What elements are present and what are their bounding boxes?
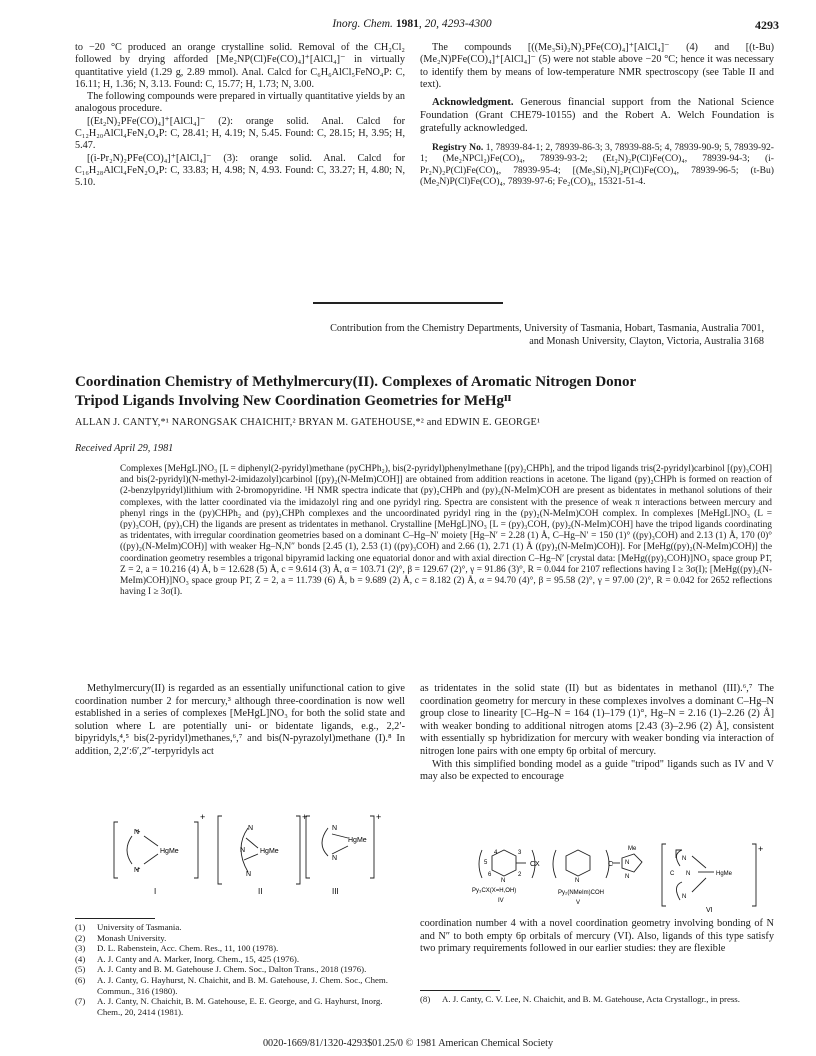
contribution-line-1: Contribution from the Chemistry Departments, University of Tasmania, Hobart, Tasmania, Australia 7001, — [330, 323, 764, 334]
registry-heading: Registry No. — [432, 141, 484, 153]
scheme-cx-label: C — [670, 871, 675, 877]
intro-paragraph: Methylmercury(II) is regarded as an essentially unifunctional cation to give coordination number 2 for mercury,³ although three-coordination is now well established in a series of complexes [MeHgL]NO₃ for both the solid state and solution where L are potentially uni- or bidentate ligands, e.g., 2,2′-bipyridyls,⁴,⁵ bis(2-pyridyl)methanes,⁶,⁷ and bis(N-pyrazolyl)methane (I).⁸ In addition, 2,2′:6′,2″-terpyridyls act — [75, 683, 405, 757]
intro-right-column — [420, 683, 774, 784]
prev-para: The following compounds were prepared in virtually quantitative yields by an analogous procedure. — [75, 91, 405, 115]
abstract: Complexes [MeHgL]NO₃ [L = diphenyl(2-pyridyl)methane (pyCHPh₂), bis(2-pyridyl)phenylmethane [(py)₂CHPh], and the tripod ligands tris(2-pyridyl)carbinol [(py)₃COH] and bis(2-pyridyl)(N-methyl-2-imidazolyl)carbinol [(py)₂(N-MeIm)COH]] are obtained from addition reactions in acetone. The ligand (py)₂CHPh is formed on reaction of (2-benzylpyridyl)lithium with 2-bromopyridine. ¹H NMR spectra indicate that (py)₂CHPh and (py)₂(N-MeIm)COH are present as bidentates in methanol solutions of their complexes, with the latter coordinated via the imidazolyl ring and one pyridyl ring. Spectra are consistent with the presence of weak π interactions between mercury and phenyl rings in the (py)CHPh₂ and (py)₂CHPh complexes and the uncoordinated pyridyl ring in the (py)₂(N-MeIm)COH complex. In complexes [MeHgL]NO₃ (L = (py)₃COH, (py)₃CH) the ligands are present as tridentates in methanol. Crystalline [MeHgL]NO₃ [L = (py)₃COH, (py)₂(N-MeIm)COH] have the tripod ligands coordinating as tridentates, with irregular coordination geometries based on a dominant C–Hg–N′ moiety [Hg–N′ = 2.28 (1) Å, C–Hg–N′ = 150 (1)° ((py)₃COH) and 2.13 (1) Å, 170 (0)° ((py)₂(N-MeIm)COH)] with weaker Hg–N,N″ bonds [2.45 (1), 2.53 (1) ((py)₃COH) and 2.66 (1), 2.71 (1) Å ((py)₂(N-MeIm)COH)]. For [MeHg((py)₂(N-MeIm)COH)] the coordination geometry resembles a trigonal bipyramid lacking one equatorial donor and with axial direction C–Hg–N′ [crystal data: [MeHg((py)₃COH)]NO₃ space group P1̄, Z = 2, a = 10.216 (4) Å, b = 12.628 (5) Å, c = 9.614 (3) Å, α = 103.71 (2)°, β = 129.67 (2)°, γ = 91.86 (3)°, R = 0.044 for 2107 reflections having I ≥ 3σ(I); [MeHg((py)₂(N-MeIm)COH)]NO₃ space group P1̄, Z = 2, a = 11.739 (6) Å, b = 9.689 (2) Å, c = 8.182 (2) Å, α = 94.70 (4)°, β = 95.58 (2)°, γ = 97.00 (2)°, R = 0.042 for 2652 reflections having I ≥ 3σ(I). — [120, 464, 772, 598]
journal-name: Inorg. Chem. — [332, 18, 393, 30]
scheme-charge: + — [758, 844, 764, 854]
scheme-n-label: N — [240, 847, 246, 854]
scheme-n-label: N — [682, 894, 687, 900]
footnote-number: (5) — [75, 964, 86, 975]
footnote-text: University of Tasmania. — [97, 922, 182, 932]
footnote-number: (7) — [75, 996, 86, 1007]
article-divider — [313, 302, 503, 304]
scheme-c-label: C — [608, 861, 614, 868]
intro-right-continued — [420, 918, 774, 956]
acknowledgment — [420, 97, 774, 135]
ring-number: 5 — [484, 860, 488, 866]
footnote-number: (8) — [420, 994, 431, 1004]
footnote-text: A. J. Canty, G. Hayhurst, N. Chaichit, and B. M. Gatehouse, J. Chem. Soc., Chem. Commun., 316 (1980). — [97, 974, 388, 996]
footnote-number: (1) — [75, 922, 86, 932]
structure-label-vi: VI — [706, 907, 713, 914]
scheme-n-label: N — [134, 829, 140, 836]
ring-number: 2 — [518, 872, 522, 878]
footnote-text: A. J. Canty, N. Chaichit, B. M. Gatehouse, E. E. George, and G. Hayhurst, Inorg. Chem., 20, 2414 (1981). — [97, 996, 383, 1017]
footnote-text: A. J. Canty, C. V. Lee, N. Chaichit, and B. M. Gatehouse, Acta Crystallogr., in press. — [442, 994, 740, 1004]
footnote-item — [75, 943, 405, 954]
footnote-item — [75, 922, 405, 933]
footnote-item — [75, 954, 405, 965]
footnotes-right — [420, 994, 774, 1005]
scheme-hgme-label: HgMe — [716, 871, 733, 877]
received-date: Received April 29, 1981 — [75, 443, 174, 454]
journal-year: 1981 — [395, 18, 419, 30]
structure-label-iv: IV — [498, 898, 504, 904]
registry-numbers — [420, 142, 774, 188]
footnote-rule — [420, 990, 500, 991]
journal-pages: 4293-4300 — [441, 18, 492, 30]
structure-label-v: V — [576, 900, 581, 906]
structure-caption-iv: Py₃CX(X=H,OH) — [472, 888, 517, 894]
scheme-n-label: N — [682, 856, 687, 862]
running-header: Inorg. Chem. 1981, 20, 4293-4300 — [332, 18, 492, 30]
intro-paragraph: With this simplified bonding model as a guide "tripod" ligands such as IV and V may also be expected to encourage — [420, 758, 774, 783]
scheme-charge: + — [376, 812, 382, 822]
scheme-n-label: N — [332, 855, 338, 862]
scheme-n-label: N — [575, 878, 580, 884]
footnote-text: D. L. Rabenstein, Acc. Chem. Res., 11, 100 (1978). — [97, 943, 279, 954]
structures-i-ii-iii — [110, 808, 380, 896]
structure-label-ii: II — [258, 887, 263, 896]
footnote-text: A. J. Canty and B. M. Gatehouse J. Chem. Soc., Dalton Trans., 2018 (1976). — [97, 964, 367, 975]
footnote-number: (4) — [75, 953, 86, 964]
footnote-item — [75, 964, 405, 975]
scheme-n-label: N — [501, 878, 506, 884]
footnote-number: (2) — [75, 932, 86, 943]
registry-text: 1, 78939-84-1; 2, 78939-86-3; 3, 78939-88-5; 4, 78939-90-9; 5, 78939-92-1; (Me₂NPCl₂)Fe(CO)₄, 78939-93-2; (Et₂N)₂P(Cl)Fe(CO)₄, 78939-94-3; (i-Pr₂N)₂P(Cl)Fe(CO)₄, 78939-95-4; [(Me₃Si)₂N]₂P(Cl)Fe(CO)₄, 78939-96-5; (t-Bu)(Me₂N)P(Cl)Fe(CO)₄, 78939-97-6; Fe₂(CO)₉, 15321-51-4. — [420, 141, 774, 188]
title-line-2: Tripod Ligands Involving New Coordination Geometries for MeHgᴵᴵ — [75, 393, 512, 409]
structure-label-i: I — [154, 887, 157, 896]
acknowledgment-heading: Acknowledgment. — [432, 97, 514, 109]
title-line-1: Coordination Chemistry of Methylmercury(II). Complexes of Aromatic Nitrogen Donor — [75, 374, 637, 390]
prev-article-left — [75, 42, 405, 190]
structure-label-iii: III — [332, 887, 339, 896]
intro-paragraph: coordination number 4 with a novel coordination geometry involving bonding of N and N″ to both empty 6p orbitals of mercury (VI). Also, ligands of this type satisfy two primary requirements followed in our earlier studies: they are flexible — [420, 918, 774, 955]
footnote-text: Monash University. — [97, 932, 167, 943]
journal-volume: 20 — [424, 18, 437, 30]
article-title — [75, 373, 775, 411]
scheme-charge: + — [302, 812, 308, 822]
scheme-cx-label: CX — [530, 861, 540, 868]
intro-paragraph: as tridentates in the solid state (II) but as bidentates in methanol (III).⁶,⁷ The coordination geometry for mercury in these complexes involves a dominant C–Hg–N group close to linearity [C–Hg–N = 164 (1)–179 (1)°, Hg–N = 2.16 (1)–2.26 (2) Å] with weaker bonding to additional nitrogen atoms [2.43 (3)–2.96 (2) Å], consistent with essentially sp hybridization for mercury with weaker bonding via interaction of nitrogen lone pairs with one empty 6p orbital of mercury. — [420, 683, 774, 757]
contribution-affiliation — [60, 322, 764, 348]
footnote-number: (3) — [75, 943, 86, 954]
scheme-n-label: N — [686, 871, 691, 877]
copyright-footer: 0020-1669/81/1320-4293$01.25/0 © 1981 American Chemical Society — [262, 1038, 554, 1049]
structure-caption-v: Py₂(NMeIm)COH — [558, 890, 604, 896]
footnote-rule — [75, 918, 155, 919]
scheme-n-label: N — [332, 825, 338, 832]
page-number: 4293 — [755, 18, 779, 32]
scheme-charge: + — [200, 812, 206, 822]
footnote-text: A. J. Canty and A. Marker, Inorg. Chem., 15, 425 (1976). — [97, 953, 300, 964]
scheme-n-label: N — [248, 825, 254, 832]
prev-para: to −20 °C produced an orange crystalline solid. Removal of the CH₂Cl₂ followed by drying afforded [Me₂NP(Cl)Fe(CO)₄]⁺[AlCl₄]⁻ in virtually quantitative yield (1.29 g, 2.89 mmol). Anal. Calcd for C₆H₆AlCl₅FeNO₄P: C, 16.11; H, 1.36; N, 3.13. Found: C, 15.77; H, 1.73; N, 3.00. — [75, 42, 405, 90]
acknowledgment-text: Generous financial support from the National Science Foundation (Grant CHE79-10155) and the Robert A. Welch Foundation is gratefully acknowledged. — [420, 97, 774, 134]
scheme-hgme-label: HgMe — [260, 848, 279, 855]
ring-number: 6 — [488, 872, 492, 878]
footnote-number: (6) — [75, 974, 86, 985]
prev-para: [(Et₂N)₂PFe(CO)₄]⁺[AlCl₄]⁻ (2): orange solid. Anal. Calcd for C₁₂H₂₀AlCl₄FeN₂O₄P: C, 28.41; H, 4.19; N, 5.45. Found: C, 28.15; H, 3.95; H, 5.47. — [75, 115, 405, 152]
scheme-n-label: N — [625, 860, 630, 866]
scheme-hgme-label: HgMe — [160, 848, 179, 855]
scheme-n-label: N — [246, 871, 252, 878]
footnote-item — [75, 975, 405, 996]
footnote-item — [420, 994, 774, 1005]
contribution-line-2: and Monash University, Clayton, Victoria, Australia 3168 — [529, 336, 764, 347]
intro-left-column — [75, 683, 405, 759]
scheme-n-label: N — [625, 874, 630, 880]
prev-right-para: The compounds [((Me₃Si)₂N)₂PFe(CO)₄]⁺[AlCl₄]⁻ (4) and [(t-Bu)(Me₂N)PFe(CO)₄]⁺[AlCl₄]⁻ (5) were not stable above −20 °C; hence it was necessary to identify them by means of low-temperature NMR spectroscopy (see Table II and text). — [420, 42, 774, 90]
ring-number: 3 — [518, 850, 522, 856]
prev-article-right — [420, 42, 774, 188]
scheme-n-label: N — [134, 867, 140, 874]
footnotes-left — [75, 922, 405, 1017]
scheme-me-label: Me — [628, 846, 637, 852]
structures-iv-v-vi — [470, 842, 770, 914]
prev-para: [(i-Pr₂N)₂PFe(CO)₄]⁺[AlCl₄]⁻ (3): orange solid. Anal. Calcd for C₁₆H₂₈AlCl₄FeN₂O₄P: C, 33.83; H, 4.98; N, 4.93. Found: C, 33.27; H, 4.80; N, 5.10. — [75, 152, 405, 189]
scheme-hgme-label: HgMe — [348, 837, 367, 844]
footnote-item — [75, 933, 405, 944]
ring-number: 4 — [494, 850, 498, 856]
footnote-item — [75, 996, 405, 1017]
author-list: ALLAN J. CANTY,*¹ NARONGSAK CHAICHIT,² BRYAN M. GATEHOUSE,*² and EDWIN E. GEORGE¹ — [75, 417, 541, 428]
